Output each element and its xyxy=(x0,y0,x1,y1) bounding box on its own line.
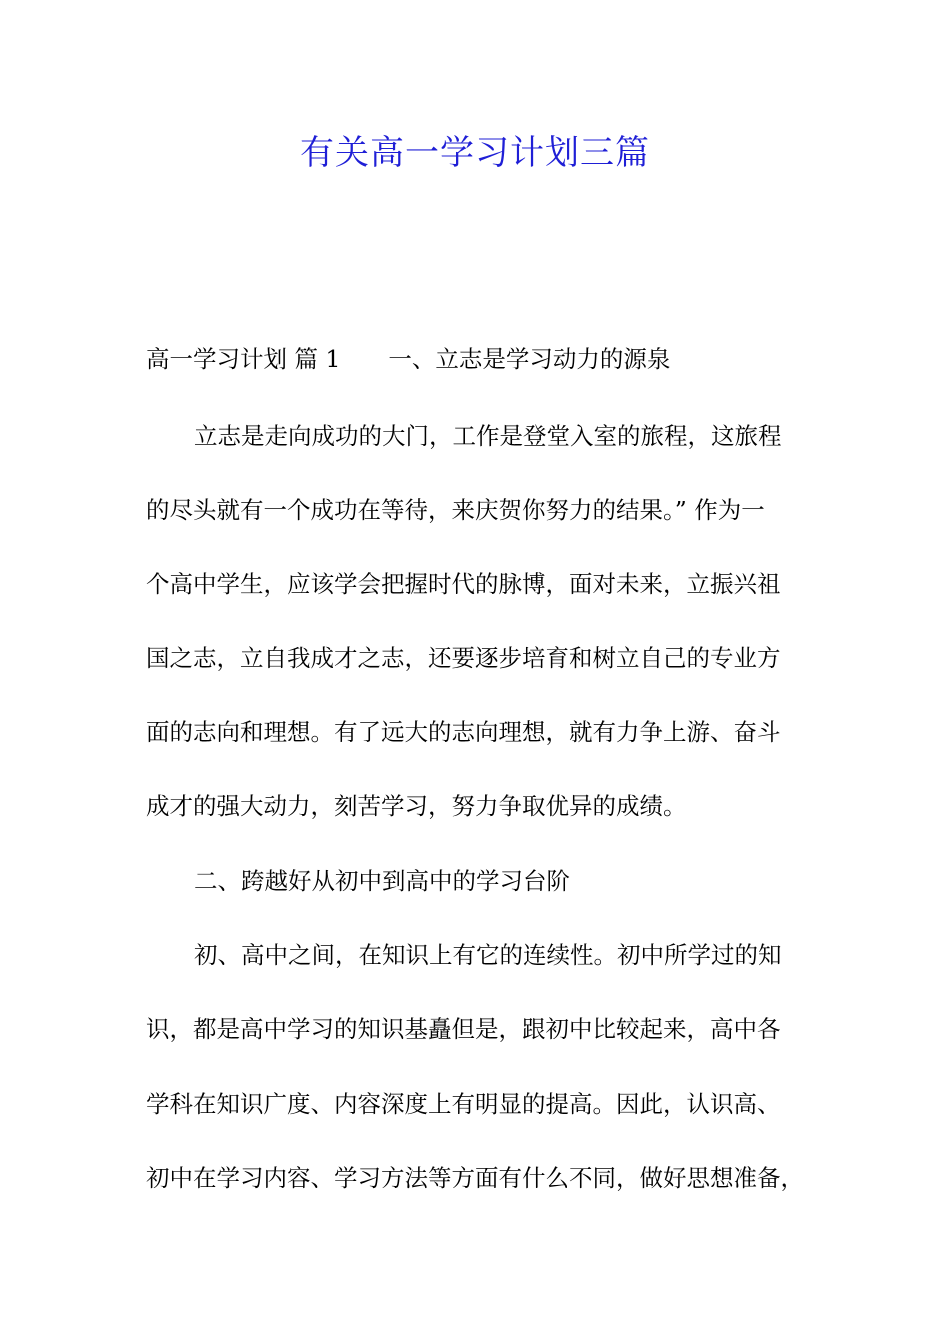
paragraph-line: 初、高中之间，在知识上有它的连续性。初中所学过的知 xyxy=(194,941,782,969)
paragraph-line: 面的志向和理想。有了远大的志向理想，就有力争上游、奋斗 xyxy=(146,718,781,746)
section-heading-2: 二、跨越好从初中到高中的学习台阶 xyxy=(194,867,570,895)
paragraph-line: 的尽头就有一个成功在等待，来庆贺你努力的结果。” 作为一 xyxy=(146,496,765,524)
paragraph-line: 国之志，立自我成才之志，还要逐步培育和树立自己的专业方 xyxy=(146,644,781,672)
paragraph-line: 识，都是高中学习的知识基矗但是，跟初中比较起来，高中各 xyxy=(146,1015,781,1043)
section-heading-line xyxy=(146,344,814,374)
plan-label: 高一学习计划 篇 1 xyxy=(146,345,341,373)
section-heading-1: 一、立志是学习动力的源泉 xyxy=(388,345,671,373)
document-title: 有关高一学习计划三篇 xyxy=(300,133,650,173)
paragraph-line: 立志是走向成功的大门，工作是登堂入室的旅程，这旅程 xyxy=(194,422,782,450)
paragraph-line: 个高中学生，应该学会把握时代的脉博，面对未来，立振兴祖 xyxy=(146,570,781,598)
paragraph-line: 学科在知识广度、内容深度上有明显的提高。因此，认识高、 xyxy=(146,1090,781,1118)
paragraph-line: 成才的强大动力，刻苦学习，努力争取优异的成绩。 xyxy=(146,792,687,820)
paragraph-line: 初中在学习内容、学习方法等方面有什么不同，做好思想准备， xyxy=(146,1164,804,1192)
